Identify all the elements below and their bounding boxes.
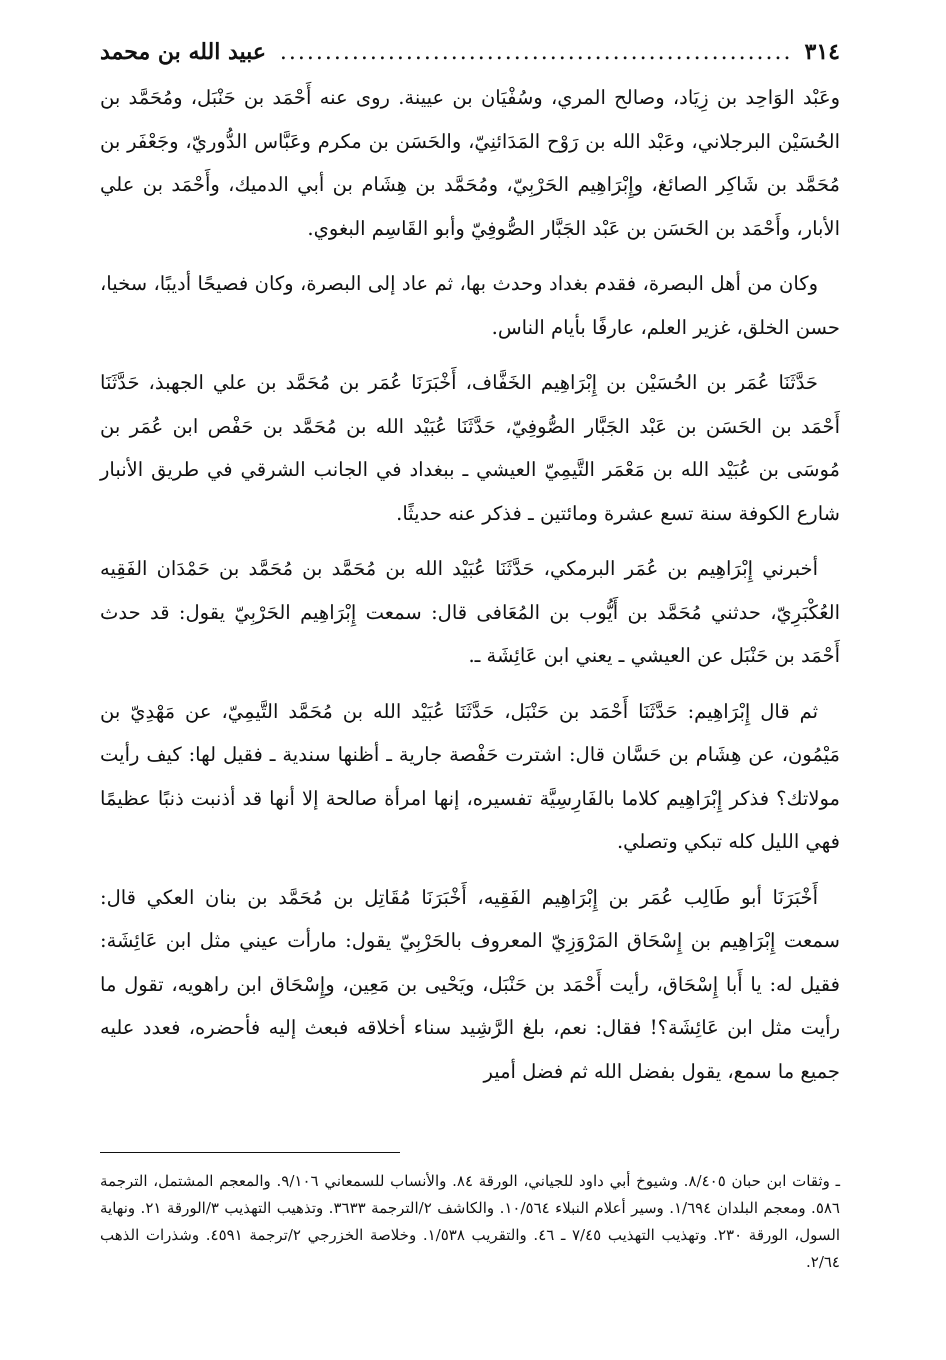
footnote-divider xyxy=(100,1152,400,1153)
paragraph: حَدَّثَنَا عُمَر بن الحُسَيْن بن إِبْرَاهِيم الخَفَّاف، أَخْبَرَنَا عُمَر بن مُحَمَّد بن علي الجهبذ، حَدَّثَنَا أَحْمَد بن الحَسَن بن عَبْد الجَبَّار الصُّوفِيّ، حَدَّثَنَا عُبَيْد الله بن مُحَمَّد بن حَفْص ابن عُمَر بن مُوسَى بن عُبَيْد الله بن مَعْمَر التَّيمِيّ العيشي ـ ببغداد في الجانب الشرقي في طريق الأنبار شارع الكوفة سنة تسع عشرة ومائتين ـ فذكر عنه حديثًا. xyxy=(100,371,840,525)
paragraph: وعَبْد الوَاحِد بن زِيَاد، وصالح المري، وسُفْيَان بن عيينة. روى عنه أَحْمَد بن حَنْبَل، ومُحَمَّد بن الحُسَيْن البرجلاني، وعَبْد الله بن رَوْح المَدَائنِيّ، والحَسَن بن مكرم وعَبَّاس الدُّوريّ، وجَعْفَر بن مُحَمَّد بن شَاكِر الصائغ، وإِبْرَاهِيم الحَرْبِيّ، ومُحَمَّد بن هِشَام بن أبي الدميك، وأَحْمَد بن علي الأبار، وأَحْمَد بن الحَسَن بن عَبْد الجَبَّار الصُّوفِيّ وأبو القَاسِم البغوي. xyxy=(100,86,840,240)
running-head xyxy=(100,36,840,68)
header-title: عبيد الله بن محمد xyxy=(100,39,266,65)
paragraph: وكان من أهل البصرة، فقدم بغداد وحدث بها، ثم عاد إلى البصرة، وكان فصيحًا أديبًا، سخيا، حسن الخلق، غزير العلم، عارفًا بأيام الناس. xyxy=(100,272,840,339)
page-number: ٣١٤ xyxy=(804,39,840,65)
book-page xyxy=(100,36,840,1105)
dot-leader xyxy=(278,37,793,69)
paragraph: ثم قال إِبْرَاهِيم: حَدَّثَنَا أَحْمَد بن حَنْبَل، حَدَّثَنَا عُبَيْد الله بن مُحَمَّد التَّيمِيّ، عن مَهْدِيّ بن مَيْمُون، عن هِشَام بن حَسَّان قال: اشترت حَفْصة جارية ـ أظنها سندية ـ فقيل لها: كيف رأيت مولاتك؟ فذكر إِبْرَاهِيم كلاما بالفَارِسِيَّة تفسيره، إنها امرأة صالحة إلا أنها قد أذنبت ذنبًا عظيمًا فهي الليل كله تبكي وتصلي. xyxy=(100,699,840,853)
footnotes xyxy=(100,1168,840,1276)
paragraph: أخبرني إِبْرَاهِيم بن عُمَر البرمكي، حَدَّثَنَا عُبَيْد الله بن مُحَمَّد بن مُحَمَّد بن حَمْدَان الفَقِيه العُكْبَرِيّ، حدثني مُحَمَّد بن أَيُّوب بن المُعَافى قال: سمعت إِبْرَاهِيم الحَرْبِيّ يقول: قد حدث أَحْمَد بن حَنْبَل عن العيشي ـ يعني ابن عَائِشَة ـ. xyxy=(100,557,840,667)
paragraph: أَخْبَرَنَا أبو طَالِب عُمَر بن إِبْرَاهِيم الفَقِيه، أَخْبَرَنَا مُقَاتِل بن مُحَمَّد بن بنان العكي قال: سمعت إِبْرَاهِيم بن إِسْحَاق المَرْوَزِيّ المعروف بالحَرْبِيّ يقول: مارأت عيني مثل ابن عَائِشَة: فقيل له: يا أَبا إِسْحَاق، رأيت أَحْمَد بن حَنْبَل، ويَحْيى بن مَعِين، وإِسْحَاق ابن راهويه، تقول ما رأيت مثل ابن عَائِشَة؟! فقال: نعم، بلغ الرَّشِيد سناء أخلاقه فبعث إليه فأحضره، فعدد عليه جميع ما سمع، يقول بفضل الله ثم فضل أمير xyxy=(100,885,840,1083)
body-text xyxy=(100,76,840,1093)
footnote: ـ وثقات ابن حبان ٨/٤٠٥. وشيوخ أبي داود للجياني، الورقة ٨٤. والأنساب للسمعاني ٩/١٠٦. والمعجم المشتمل، الترجمة ٥٨٦. ومعجم البلدان ١/٦٩٤. وسير أعلام النبلاء ١٠/٥٦٤. والكاشف ٢/الترجمة ٣٦٣٣. وتذهيب التهذيب ٣/الورقة ٢١. ونهاية السول، الورقة ٢٣٠. وتهذيب التهذيب ٧/٤٥ ـ ٤٦. والتقريب ١/٥٣٨. وخلاصة الخزرجي ٢/ترجمة ٤٥٩١. وشذرات الذهب ٢/٦٤. xyxy=(100,1172,840,1271)
